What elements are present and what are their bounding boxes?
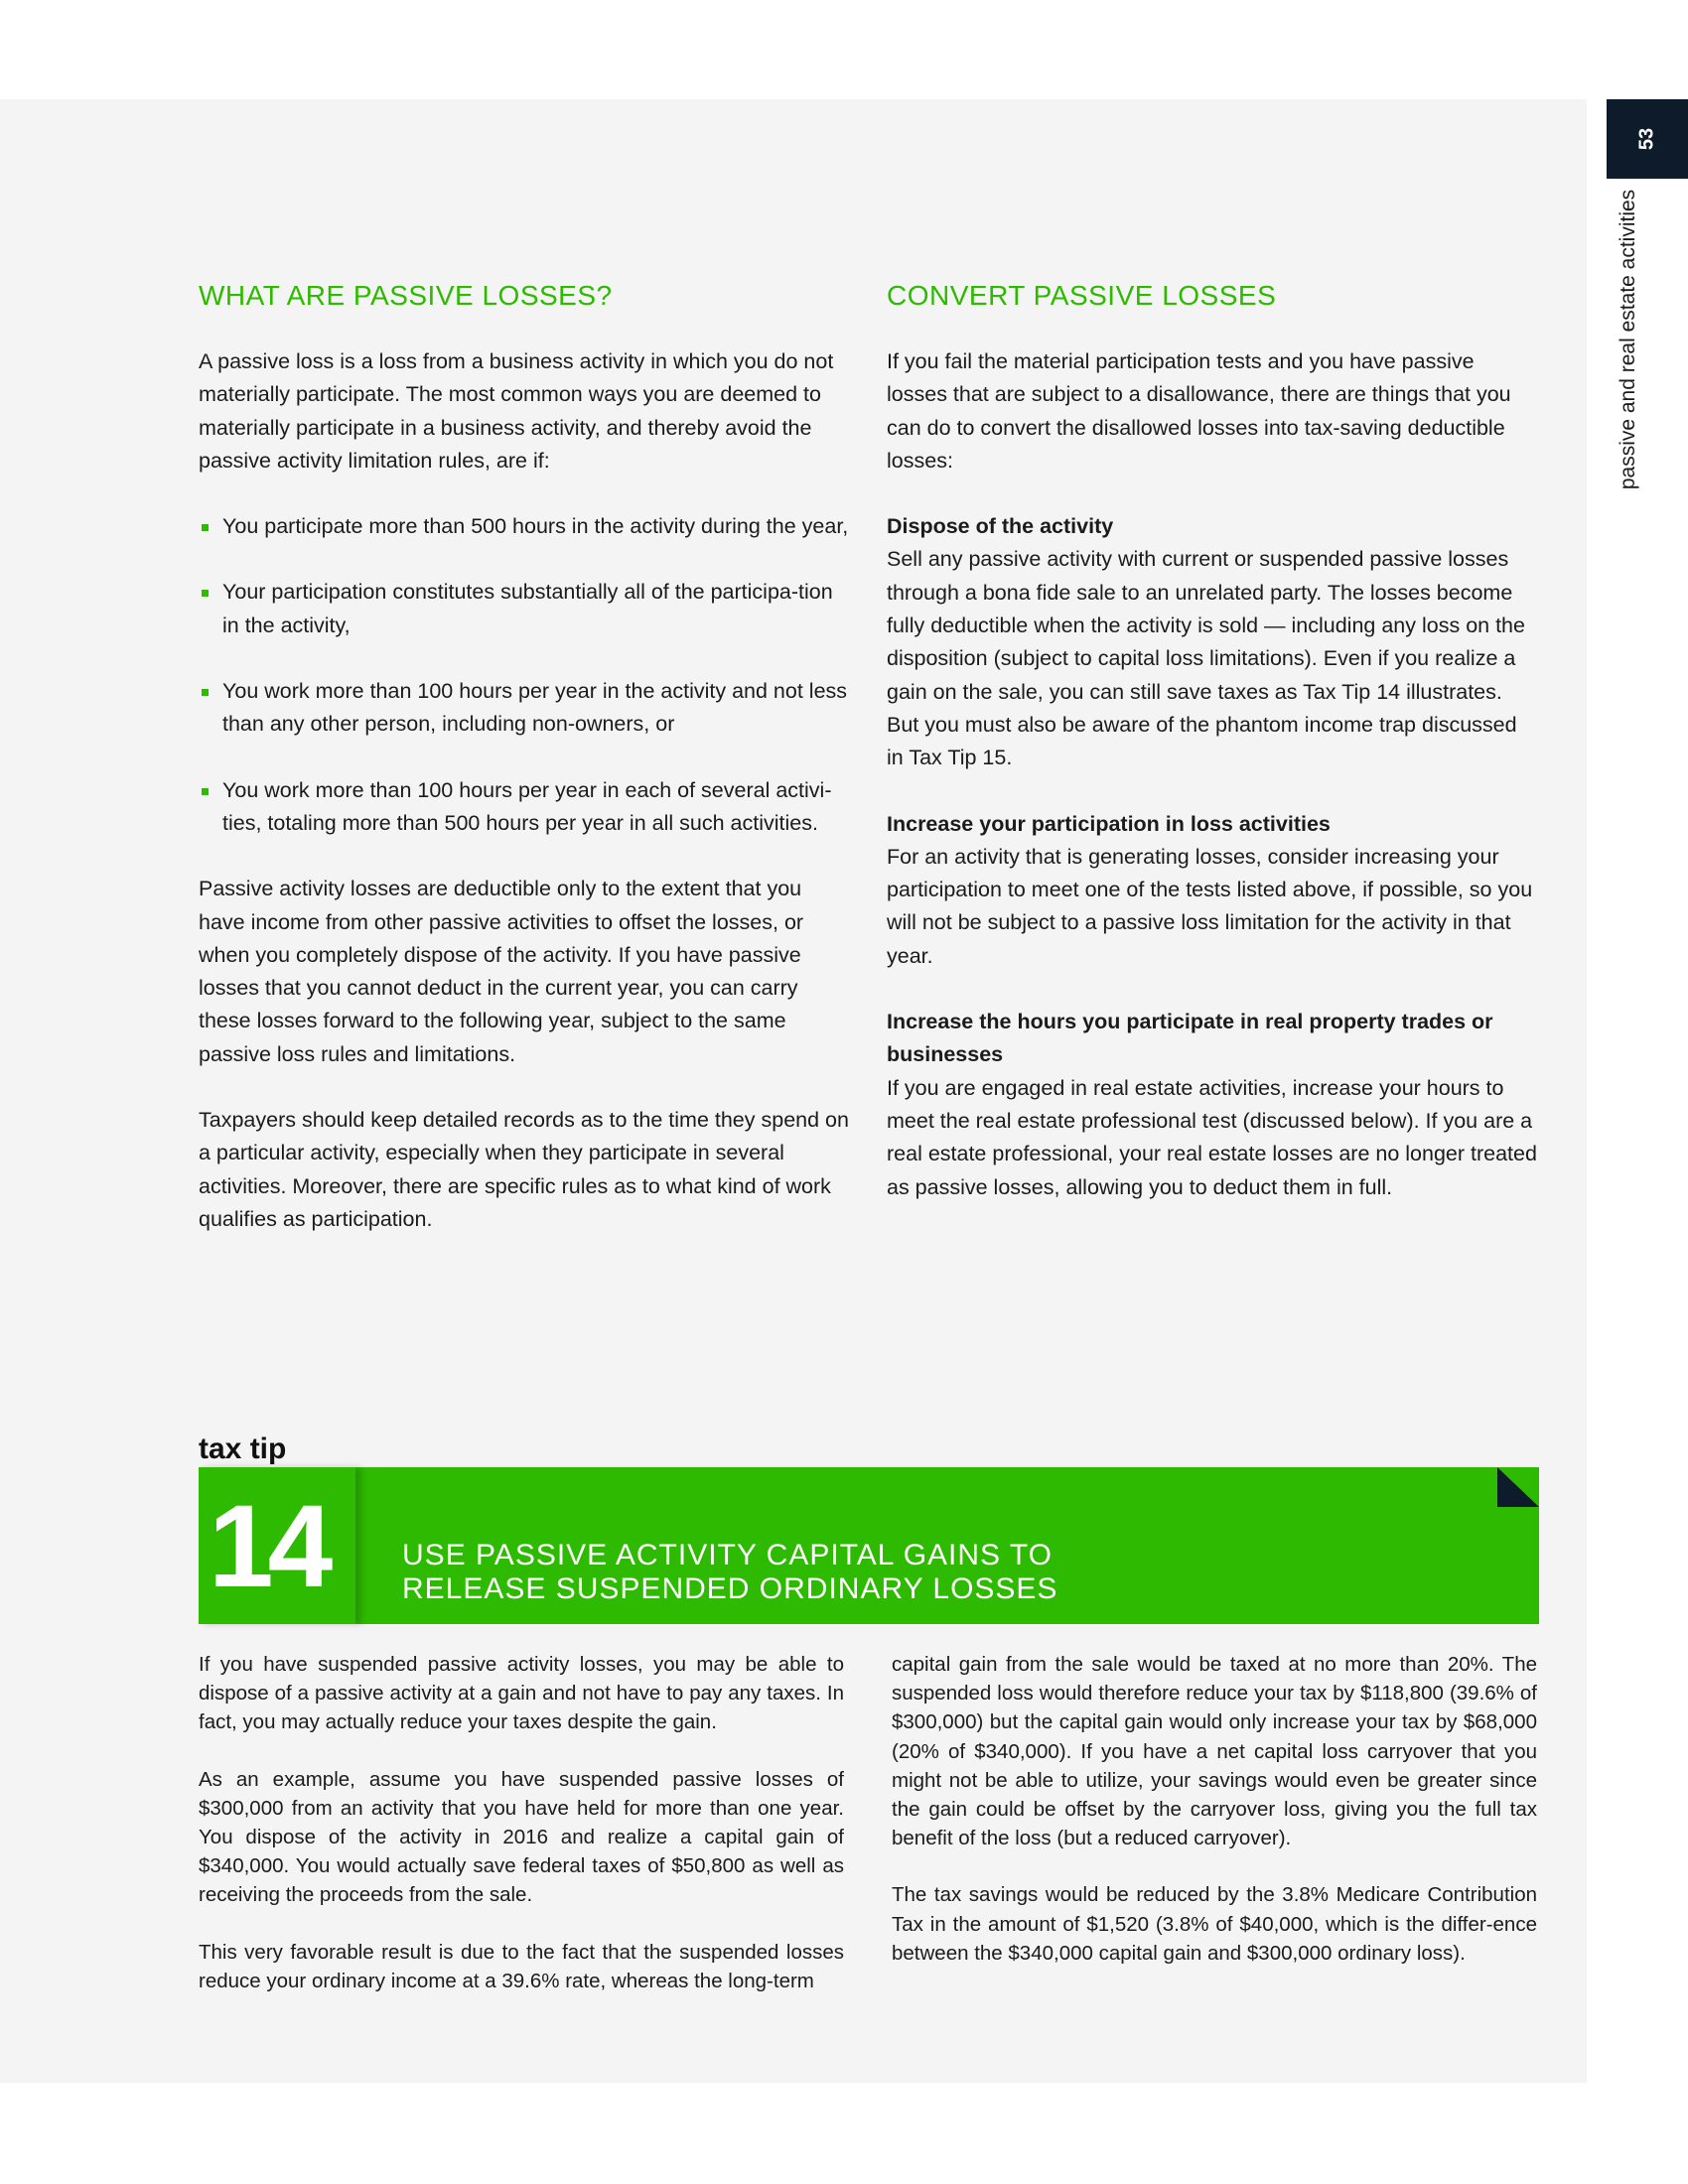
list-item — [199, 510, 850, 543]
tax-tip-number-box — [199, 1467, 355, 1624]
strategy-item — [887, 808, 1538, 973]
list-item-text: You work more than 100 hours per year in each of several activi-ties, totaling more than 500 hours per year in all such activities. — [222, 777, 832, 835]
folded-corner-icon — [1497, 1467, 1539, 1507]
tax-tip-banner — [199, 1467, 1539, 1624]
tax-tip-right-column — [892, 1650, 1537, 1995]
strategy-item — [887, 1006, 1538, 1204]
passive-losses-section — [199, 278, 850, 1269]
tax-tip-title — [402, 1539, 1494, 1606]
tax-tip-paragraph: The tax savings would be reduced by the 3.8% Medicare Contribution Tax in the amount of $1,520 (3.8% of $40,000, which is the differ-ence between the $340,000 capital gain and $300,000 ordinary loss). — [892, 1883, 1537, 1965]
tax-tip-title-line: USE PASSIVE ACTIVITY CAPITAL GAINS TO — [402, 1539, 1053, 1571]
convert-losses-section — [887, 278, 1538, 1237]
strategy-item — [887, 510, 1538, 774]
convert-losses-intro: If you fail the material participation tests and you have passive losses that are subject to a disallowance, there are things that you can do to convert the disallowed losses into tax-saving deductible losses: — [887, 349, 1511, 473]
list-item-text: Your participation constitutes substantially all of the participa-tion in the activity, — [222, 580, 833, 637]
passive-losses-paragraph: Taxpayers should keep detailed records as to the time they spend on a particular activity, especially when they participate in several activities. Moreover, there are specific rules as to what kind of work qualifies as participation. — [199, 1108, 849, 1231]
tax-tip-paragraph: If you have suspended passive activity losses, you may be able to dispose of a passive activity at a gain and not have to pay any taxes. In fact, you may actually reduce your taxes despite the gain. — [199, 1653, 844, 1734]
participation-tests-list — [199, 510, 850, 840]
list-item — [199, 576, 850, 642]
tax-tip-paragraph: This very favorable result is due to the fact that the suspended losses reduce your ordinary income at a 39.6% rate, whereas the long-term — [199, 1940, 844, 1992]
strategy-title: Increase your participation in loss activities — [887, 811, 1331, 836]
passive-losses-intro: A passive loss is a loss from a business activity in which you do not materially participate. The most common ways you are deemed to materially participate in a business activity, and thereby avoid the passive activity limitation rules, are if: — [199, 349, 834, 473]
tax-tip-number: 14 — [209, 1481, 328, 1612]
bullet-icon — [202, 689, 209, 696]
strategy-title: Increase the hours you participate in real property trades or businesses — [887, 1010, 1493, 1067]
tax-tip-label: tax tip — [199, 1433, 287, 1465]
page-number: 53 — [1635, 127, 1658, 151]
tax-tip-paragraph: capital gain from the sale would be taxed at no more than 20%. The suspended loss would therefore reduce your tax by $118,800 (39.6% of $300,000) but the capital gain would only increase your tax by $68,000 (20% of $340,000). If you have a net capital loss carryover that you might not be able to utilize, your savings would even be greater since the gain could be offset by the carryover loss, giving you the full tax benefit of the loss (but a reduced carryover). — [892, 1653, 1537, 1850]
bullet-icon — [202, 590, 209, 597]
tax-tip-left-column — [199, 1650, 844, 2023]
list-item-text: You participate more than 500 hours in the activity during the year, — [222, 514, 849, 539]
strategy-text: If you are engaged in real estate activities, increase your hours to meet the real estate professional test (discussed below). If you are a real estate professional, your real estate losses are no longer treated as passive losses, allowing you to deduct them in full. — [887, 1075, 1537, 1199]
bullet-icon — [202, 524, 209, 531]
list-item — [199, 675, 850, 742]
list-item — [199, 774, 850, 841]
bullet-icon — [202, 788, 209, 795]
convert-losses-heading: CONVERT PASSIVE LOSSES — [887, 280, 1277, 311]
strategy-text: Sell any passive activity with current or suspended passive losses through a bona fide sale to an unrelated party. The losses become fully deductible when the activity is sold — including any loss on the disposition (subject to capital loss limitations). Even if you realize a gain on the sale, you can still save taxes as Tax Tip 14 illustrates. But you must also be aware of the phantom income trap discussed in Tax Tip 15. — [887, 547, 1525, 770]
passive-losses-paragraph: Passive activity losses are deductible only to the extent that you have income from other passive activities to offset the losses, or when you completely dispose of the activity. If you have passive losses that you cannot deduct in the current year, you can carry these losses forward to the following year, subject to the same passive loss rules and limitations. — [199, 877, 804, 1066]
strategy-text: For an activity that is generating losses, consider increasing your participation to meet one of the tests listed above, if possible, so you will not be subject to a passive loss limitation for the activity in that year. — [887, 844, 1533, 968]
running-header: passive and real estate activities — [1617, 189, 1639, 490]
passive-losses-heading: WHAT ARE PASSIVE LOSSES? — [199, 280, 613, 311]
tax-tip-paragraph: As an example, assume you have suspended passive losses of $300,000 from an activity that you have held for more than one year. You dispose of the activity in 2016 and realize a capital gain of $340,000. You would actually save federal taxes of $50,800 as well as receiving the proceeds from the sale. — [199, 1767, 844, 1907]
strategy-title: Dispose of the activity — [887, 514, 1114, 539]
list-item-text: You work more than 100 hours per year in the activity and not less than any other person, including non-owners, or — [222, 679, 848, 737]
tax-tip-title-line: RELEASE SUSPENDED ORDINARY LOSSES — [402, 1572, 1058, 1605]
